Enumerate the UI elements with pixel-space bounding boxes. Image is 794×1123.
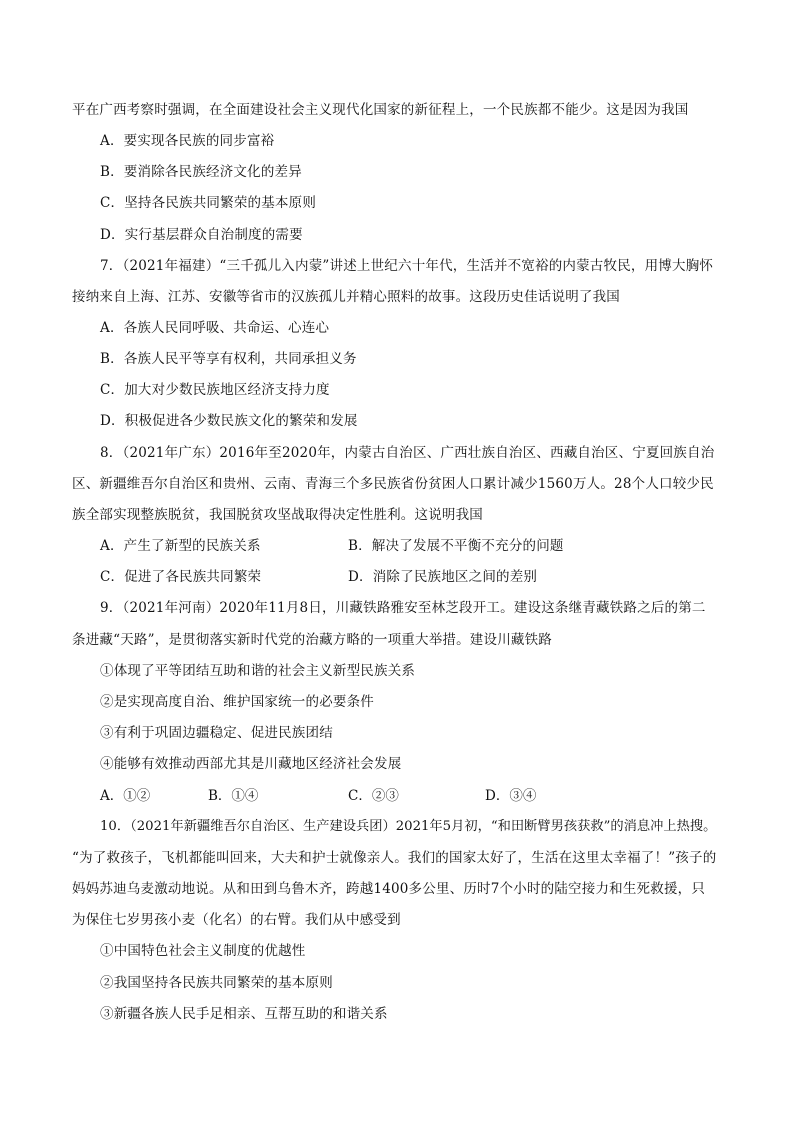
q10-statement-2: ②我国坚持各民族共同繁荣的基本原则 [100, 975, 333, 991]
q9-stem-line2: 条进藏“天路”，是贯彻落实新时代党的治藏方略的一项重大举措。建设川藏铁路 [72, 632, 553, 648]
q10-statement-1: ①中国特色社会主义制度的优越性 [100, 943, 306, 959]
q8-stem-line1: 8．（2021年广东）2016年至2020年，内蒙古自治区、广西壮族自治区、西藏自治区、宁夏回族自治 [100, 445, 715, 461]
q9-statement-3: ③有利于巩固边疆稳定、促进民族团结 [100, 725, 333, 741]
q9-option-c: C．②③ [348, 788, 399, 804]
q9-option-b: B．①④ [208, 788, 259, 804]
q9-stem-line1: 9．（2021年河南）2020年11月8日，川藏铁路雅安至林芝段开工。建设这条继青藏铁路之后的第二 [100, 600, 706, 616]
q6-option-a: A．要实现各民族的同步富裕 [100, 133, 275, 149]
q9-statement-1: ①体现了平等团结互助和谐的社会主义新型民族关系 [100, 663, 416, 679]
q7-option-a: A．各族人民同呼吸、共命运、心连心 [100, 320, 330, 336]
q7-option-b: B．各族人民平等享有权利，共同承担义务 [100, 351, 357, 367]
q6-option-b: B．要消除各民族经济文化的差异 [100, 164, 302, 180]
q6-option-d: D．实行基层群众自治制度的需要 [100, 227, 303, 243]
q8-option-c: C．促进了各民族共同繁荣 [100, 569, 262, 585]
q10-statement-3: ③新疆各族人民手足相亲、互帮互助的和谐关系 [100, 1006, 388, 1022]
q10-stem-line3: 妈妈苏迪乌麦激动地说。从和田到乌鲁木齐，跨越1400多公里、历时7个小时的陆空接力和生死救援，只 [72, 881, 706, 897]
q10-stem-line1: 10．（2021年新疆维吾尔自治区、生产建设兵团）2021年5月初，“和田断臂男孩获救”的消息冲上热搜。 [100, 819, 717, 834]
q8-option-a: A．产生了新型的民族关系 [100, 538, 261, 554]
q6-stem-continued: 平在广西考察时强调，在全面建设社会主义现代化国家的新征程上，一个民族都不能少。这是因为我国 [72, 102, 689, 118]
q9-statement-4: ④能够有效推动西部尤其是川藏地区经济社会发展 [100, 756, 402, 772]
q8-stem-line2: 区、新疆维吾尔自治区和贵州、云南、青海三个多民族省份贫困人口累计减少1560万人。28个人口较少民 [72, 476, 714, 492]
q8-option-d: D．消除了民族地区之间的差别 [348, 569, 538, 585]
q7-option-d: D．积极促进各少数民族文化的繁荣和发展 [100, 413, 358, 429]
q7-stem-line1: 7．（2021年福建）“三千孤儿入内蒙”讲述上世纪六十年代，生活并不宽裕的内蒙古牧民，用博大胸怀 [100, 258, 714, 274]
q7-stem-line2: 接纳来自上海、江苏、安徽等省市的汉族孤儿并精心照料的故事。这段历史佳话说明了我国 [72, 289, 620, 305]
q6-option-c: C．坚持各民族共同繁荣的基本原则 [100, 195, 317, 211]
q8-option-b: B．解决了发展不平衡不充分的问题 [348, 538, 564, 554]
q7-option-c: C．加大对少数民族地区经济支持力度 [100, 382, 330, 398]
q8-stem-line3: 族全部实现整族脱贫，我国脱贫攻坚战取得决定性胜利。这说明我国 [72, 507, 483, 523]
q10-stem-line2: “为了救孩子，飞机都能叫回来，大夫和护士就像亲人。我们的国家太好了，生活在这里太幸福了！”孩子的 [72, 850, 717, 866]
q9-option-d: D．③④ [485, 788, 537, 804]
q9-statement-2: ②是实现高度自治、维护国家统一的必要条件 [100, 694, 374, 710]
q10-stem-line4: 为保住七岁男孩小麦（化名）的右臂。我们从中感受到 [72, 912, 401, 928]
q9-option-a: A．①② [100, 788, 151, 804]
